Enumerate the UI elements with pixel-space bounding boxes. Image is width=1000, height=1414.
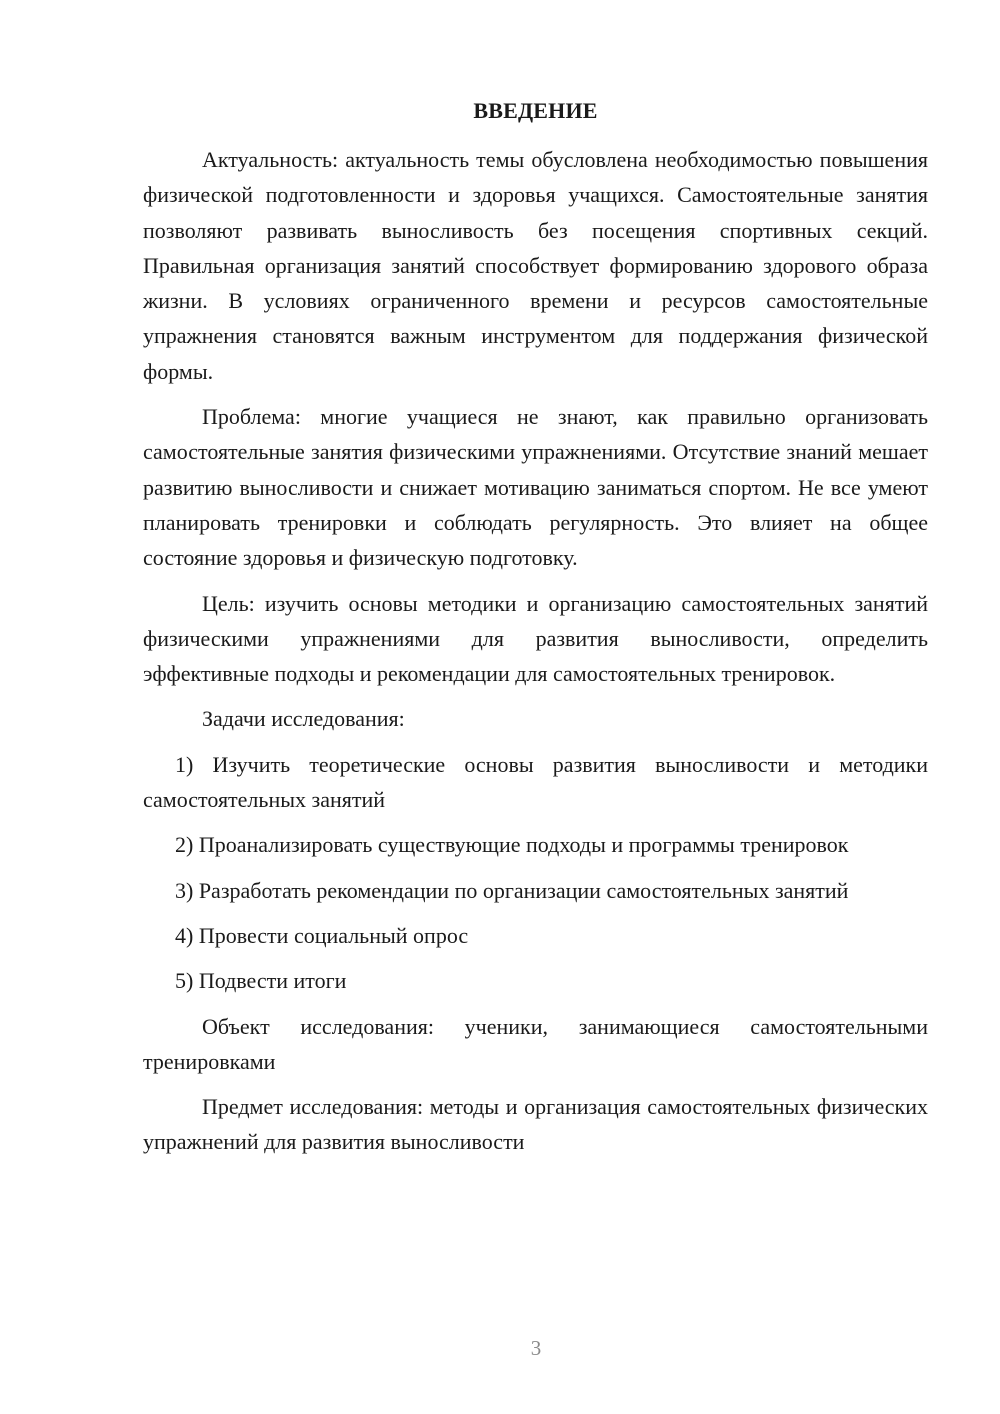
task-item-4: 4) Провести социальный опрос (175, 922, 469, 948)
task-item-3: 3) Разработать рекомендации по организации самостоятельных занятий (175, 877, 849, 903)
paragraph-problem: Проблема: многие учащиеся не знают, как правильно организовать самостоятельные занятия физическими упражнениями. Отсутствие знаний мешает развитию выносливости и снижает мотивацию заниматься спортом. Не все умеют планировать тренировки и соблюдать регулярность. Это влияет на общее состояние здоровья и физическую подготовку. (143, 404, 928, 571)
document-body (143, 142, 928, 1170)
paragraph-goal: Цель: изучить основы методики и организацию самостоятельных занятий физическими упражнениями для развития выносливости, определить эффективные подходы и рекомендации для самостоятельных тренировок. (143, 590, 928, 687)
paragraph-relevance: Актуальность: актуальность темы обусловлена необходимостью повышения физической подготовленности и здоровья учащихся. Самостоятельные занятия позволяют развивать выносливость без посещения спортивных секций. Правильная организация занятий способствует формированию здорового образа жизни. В условиях ограниченного времени и ресурсов самостоятельные упражнения становятся важным инструментом для поддержания физической формы. (143, 147, 928, 384)
research-subject: Предмет исследования: методы и организация самостоятельных физических упражнений для развития выносливости (143, 1094, 928, 1155)
tasks-heading: Задачи исследования: (202, 706, 405, 732)
page-title: ВВЕДЕНИЕ (473, 98, 598, 123)
task-item-1: 1) Изучить теоретические основы развития выносливости и методики самостоятельных занятий (143, 751, 928, 813)
research-object: Объект исследования: ученики, занимающиеся самостоятельными тренировками (143, 1013, 928, 1074)
page-number: 3 (530, 1336, 542, 1360)
task-item-5: 5) Подвести итоги (175, 968, 347, 994)
task-item-2: 2) Проанализировать существующие подходы и программы тренировок (175, 832, 849, 858)
